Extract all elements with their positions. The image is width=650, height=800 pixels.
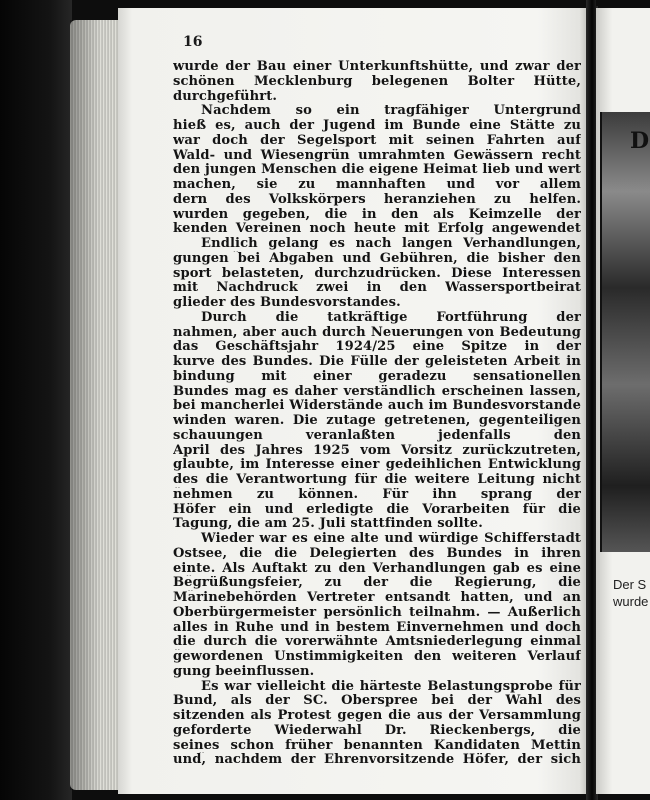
text-line: wurden gegeben, die in den als Keimzelle der: [173, 207, 581, 222]
text-line: war doch der Segelsport mit seinen Fahrten auf: [173, 133, 581, 148]
text-line: Ostsee, die die Delegierten des Bundes in ihren: [173, 546, 581, 561]
text-line: kenden Vereinen noch heute mit Erfolg angewendet: [173, 222, 581, 237]
text-line: Nachdem so ein tragfähiger Untergrund: [201, 104, 581, 119]
page-number: 16: [183, 34, 203, 50]
text-line: gewordenen Unstimmigkeiten den weiteren Verlauf: [173, 650, 581, 664]
text-line: durchgeführt.: [173, 88, 278, 104]
text-line: den jungen Menschen die eigene Heimat lieb und wert: [173, 163, 581, 178]
text-line: bei mancherlei Widerstände auch im Bundesvorstande: [173, 399, 581, 414]
text-line: einte. Als Auftakt zu den Verhandlungen gab es eine: [173, 561, 581, 576]
text-line: geforderte Wiederwahl Dr. Rieckenbergs, die: [173, 723, 581, 738]
dark-background: [0, 0, 72, 800]
text-line: Höfer ein und erledigte die Vorarbeiten für die: [173, 502, 581, 517]
text-line: nehmen zu können. Für ihn sprang der: [173, 487, 581, 502]
text-line: Oberbürgermeister persönlich teilnahm. — Äußerlich: [173, 605, 581, 620]
top-shadow: [596, 0, 650, 6]
text-line: dern des Volkskörpers heranziehen zu helfen.: [173, 192, 581, 207]
page-edge-shadow: [70, 20, 120, 790]
text-line: gungen bei Abgaben und Gebühren, die bisher den: [173, 251, 581, 266]
text-line: winden waren. Die zutage getretenen, gegenteiligen: [173, 414, 581, 428]
text-line: und, nachdem der Ehrenvorsitzende Höfer, der sich: [173, 753, 581, 768]
text-line: bindung mit einer geradezu sensationellen: [173, 369, 581, 384]
text-line: mit Nachdruck zwei in den Wassersportbeirat: [173, 281, 581, 296]
text-line: hieß es, auch der Jugend im Bunde eine Stätte zu: [173, 119, 581, 133]
text-line: wurde der Bau einer Unterkunftshütte, und zwar der: [173, 60, 581, 74]
text-line: schauungen veranlaßten jedenfalls den: [173, 428, 581, 443]
text-line: Tagung, die am 25. Juli stattfinden sollte.: [173, 516, 483, 532]
text-line: Es war vielleicht die härteste Belastungsprobe für: [201, 679, 581, 694]
text-line: gung beeinflussen.: [173, 663, 315, 679]
text-line: seines schon früher benannten Kandidaten Mettin: [173, 738, 581, 753]
text-line: Wald- und Wiesengrün umrahmten Gewässern recht: [173, 148, 581, 163]
text-line: glieder des Bundesvorstandes.: [173, 295, 401, 310]
text-line: Bundes mag es daher verständlich erscheinen lassen,: [173, 384, 581, 399]
text-line: die durch die vorerwähnte Amtsniederlegung einmal: [173, 635, 581, 650]
text-line: Begrüßungsfeier, zu der die Regierung, die: [173, 576, 581, 591]
text-line: April des Jahres 1925 vom Vorsitz zurückzutreten,: [173, 443, 581, 458]
text-line: sitzenden als Protest gegen die aus der Versammlung: [173, 709, 581, 723]
text-line: Wieder war es eine alte und würdige Schifferstadt: [201, 532, 581, 546]
text-line: nahmen, aber auch durch Neuerungen von Bedeutung: [173, 325, 581, 340]
text-line: machen, sie zu mannhaften und vor allem: [173, 178, 581, 192]
text-line: glaubte, im Interesse einer gedeihlichen Entwicklung: [173, 458, 581, 473]
text-line: kurve des Bundes. Die Fülle der geleisteten Arbeit in: [173, 355, 581, 369]
text-line: schönen Mecklenburg belegenen Bolter Hütte,: [173, 74, 581, 89]
text-line: Durch die tatkräftige Fortführung der: [201, 310, 581, 325]
illustration-letter: D: [630, 128, 650, 154]
text-line: das Geschäftsjahr 1924/25 eine Spitze in der: [173, 340, 581, 355]
text-line: Bund, als der SC. Oberspree bei der Wahl des: [173, 694, 581, 709]
text-line: sport belasteten, durchzudrücken. Diese Interessen: [173, 266, 581, 281]
text-line: Endlich gelang es nach langen Verhandlungen,: [201, 237, 581, 251]
caption-line-2: wurde: [613, 594, 649, 609]
right-page-illustration: [600, 112, 650, 552]
body-text: [173, 60, 581, 768]
text-line: des die Verantwortung für die weitere Leitung nicht: [173, 473, 581, 487]
text-line: Marinebehörden Vertreter entsandt hatten, und an: [173, 591, 581, 605]
caption-line-1: Der S: [613, 577, 647, 592]
text-line: alles in Ruhe und in bestem Einvernehmen und doch: [173, 620, 581, 635]
